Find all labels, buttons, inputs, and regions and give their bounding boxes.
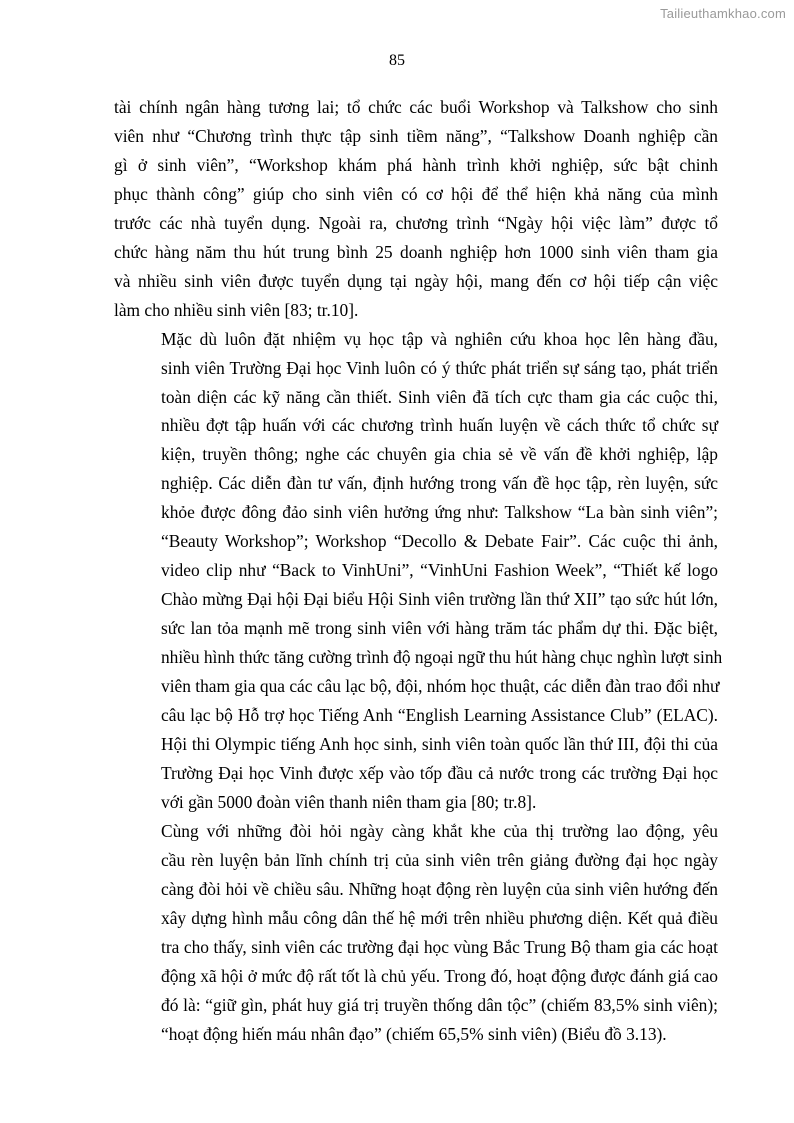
text-line: xây dựng hình mẫu công dân thế hệ mới trên nhiều phương diện. Kết quả điều <box>161 907 718 928</box>
text-line: sinh viên Trường Đại học Vinh luôn có ý thức phát triển sự sáng tạo, phát triển <box>161 357 718 378</box>
document-body <box>114 93 723 1048</box>
text-line: nhiều hình thức tăng cường trình độ ngoại ngữ thu hút hàng chục nghìn lượt sinh <box>161 647 723 668</box>
text-line: gì ở sinh viên”, “Workshop khám phá hành trình khởi nghiệp, sức bật chinh <box>114 154 718 175</box>
text-line: làm cho nhiều sinh viên [83; tr.10]. <box>114 299 359 320</box>
text-line: tài chính ngân hàng tương lai; tổ chức các buổi Workshop và Talkshow cho sinh <box>114 97 718 117</box>
paragraph-1 <box>114 93 718 325</box>
watermark-text: Tailieuthamkhao.com <box>660 6 786 21</box>
text-line: toàn diện các kỹ năng cần thiết. Sinh viên đã tích cực tham gia các cuộc thi, <box>161 386 718 407</box>
text-line: nhiều đợt tập huấn với các chương trình huấn luyện về cách thức tổ chức sự <box>161 415 718 436</box>
text-line: và nhiều sinh viên được tuyển dụng tại ngày hội, mang đến cơ hội tiếp cận việc <box>114 270 718 291</box>
text-line: động xã hội ở mức độ rất tốt là chủ yếu. Trong đó, hoạt động được đánh giá cao <box>161 965 718 986</box>
text-line: Cùng với những đòi hỏi ngày càng khắt khe của thị trường lao động, yêu <box>161 820 718 841</box>
text-line: kiện, truyền thông; nghe các chuyên gia chia sẻ về vấn đề khởi nghiệp, lập <box>161 444 718 465</box>
text-line: sức lan tỏa mạnh mẽ trong sinh viên với hàng trăm tác phẩm dự thi. Đặc biệt, <box>161 618 718 639</box>
text-line: trước các nhà tuyển dụng. Ngoài ra, chương trình “Ngày hội việc làm” được tổ <box>114 212 718 233</box>
text-line: viên như “Chương trình thực tập sinh tiềm năng”, “Talkshow Doanh nghiệp cần <box>114 125 718 146</box>
paragraph-3 <box>114 817 718 1049</box>
text-line: viên tham gia qua các câu lạc bộ, đội, nhóm học thuật, các diễn đàn trao đổi như <box>161 676 720 697</box>
text-line: Chào mừng Đại hội Đại biểu Hội Sinh viên trường lần thứ XII” tạo sức hút lớn, <box>161 589 718 610</box>
text-line: câu lạc bộ Hỗ trợ học Tiếng Anh “English Learning Assistance Club” (ELAC). <box>161 705 718 726</box>
text-line: phục thành công” giúp cho sinh viên có cơ hội để thể hiện khả năng của mình <box>114 183 718 204</box>
text-line: “Beauty Workshop”; Workshop “Decollo & Debate Fair”. Các cuộc thi ảnh, <box>161 531 718 552</box>
text-line: chức hàng năm thu hút trung bình 25 doanh nghiệp hơn 1000 sinh viên tham gia <box>114 241 718 262</box>
text-line: nghiệp. Các diễn đàn tư vấn, định hướng trong vấn đề học tập, rèn luyện, sức <box>161 473 718 494</box>
text-line: Mặc dù luôn đặt nhiệm vụ học tập và nghiên cứu khoa học lên hàng đầu, <box>161 328 718 349</box>
text-line: Hội thi Olympic tiếng Anh học sinh, sinh viên toàn quốc lần thứ III, đội thi của <box>161 733 718 754</box>
text-line: video clip như “Back to VinhUni”, “VinhUni Fashion Week”, “Thiết kế logo <box>161 560 718 581</box>
text-line: tra cho thấy, sinh viên các trường đại học vùng Bắc Trung Bộ tham gia các hoạt <box>161 936 718 957</box>
text-line: cầu rèn luyện bản lĩnh chính trị của sinh viên trên giảng đường đại học ngày <box>161 849 718 870</box>
text-line: Trường Đại học Vinh được xếp vào tốp đầu cả nước trong các trường Đại học <box>161 762 718 783</box>
text-line: “hoạt động hiến máu nhân đạo” (chiếm 65,5% sinh viên) (Biểu đồ 3.13). <box>161 1023 667 1044</box>
text-line: đó là: “giữ gìn, phát huy giá trị truyền thống dân tộc” (chiếm 83,5% sinh viên); <box>161 994 718 1015</box>
paragraph-2 <box>114 325 723 817</box>
page-number: 85 <box>389 52 405 69</box>
text-line: khỏe được đông đảo sinh viên hưởng ứng như: Talkshow “La bàn sinh viên”; <box>161 502 718 523</box>
text-line: càng đòi hỏi về chiều sâu. Những hoạt động rèn luyện của sinh viên hướng đến <box>161 878 718 899</box>
text-line: với gần 5000 đoàn viên thanh niên tham gia [80; tr.8]. <box>161 791 537 812</box>
